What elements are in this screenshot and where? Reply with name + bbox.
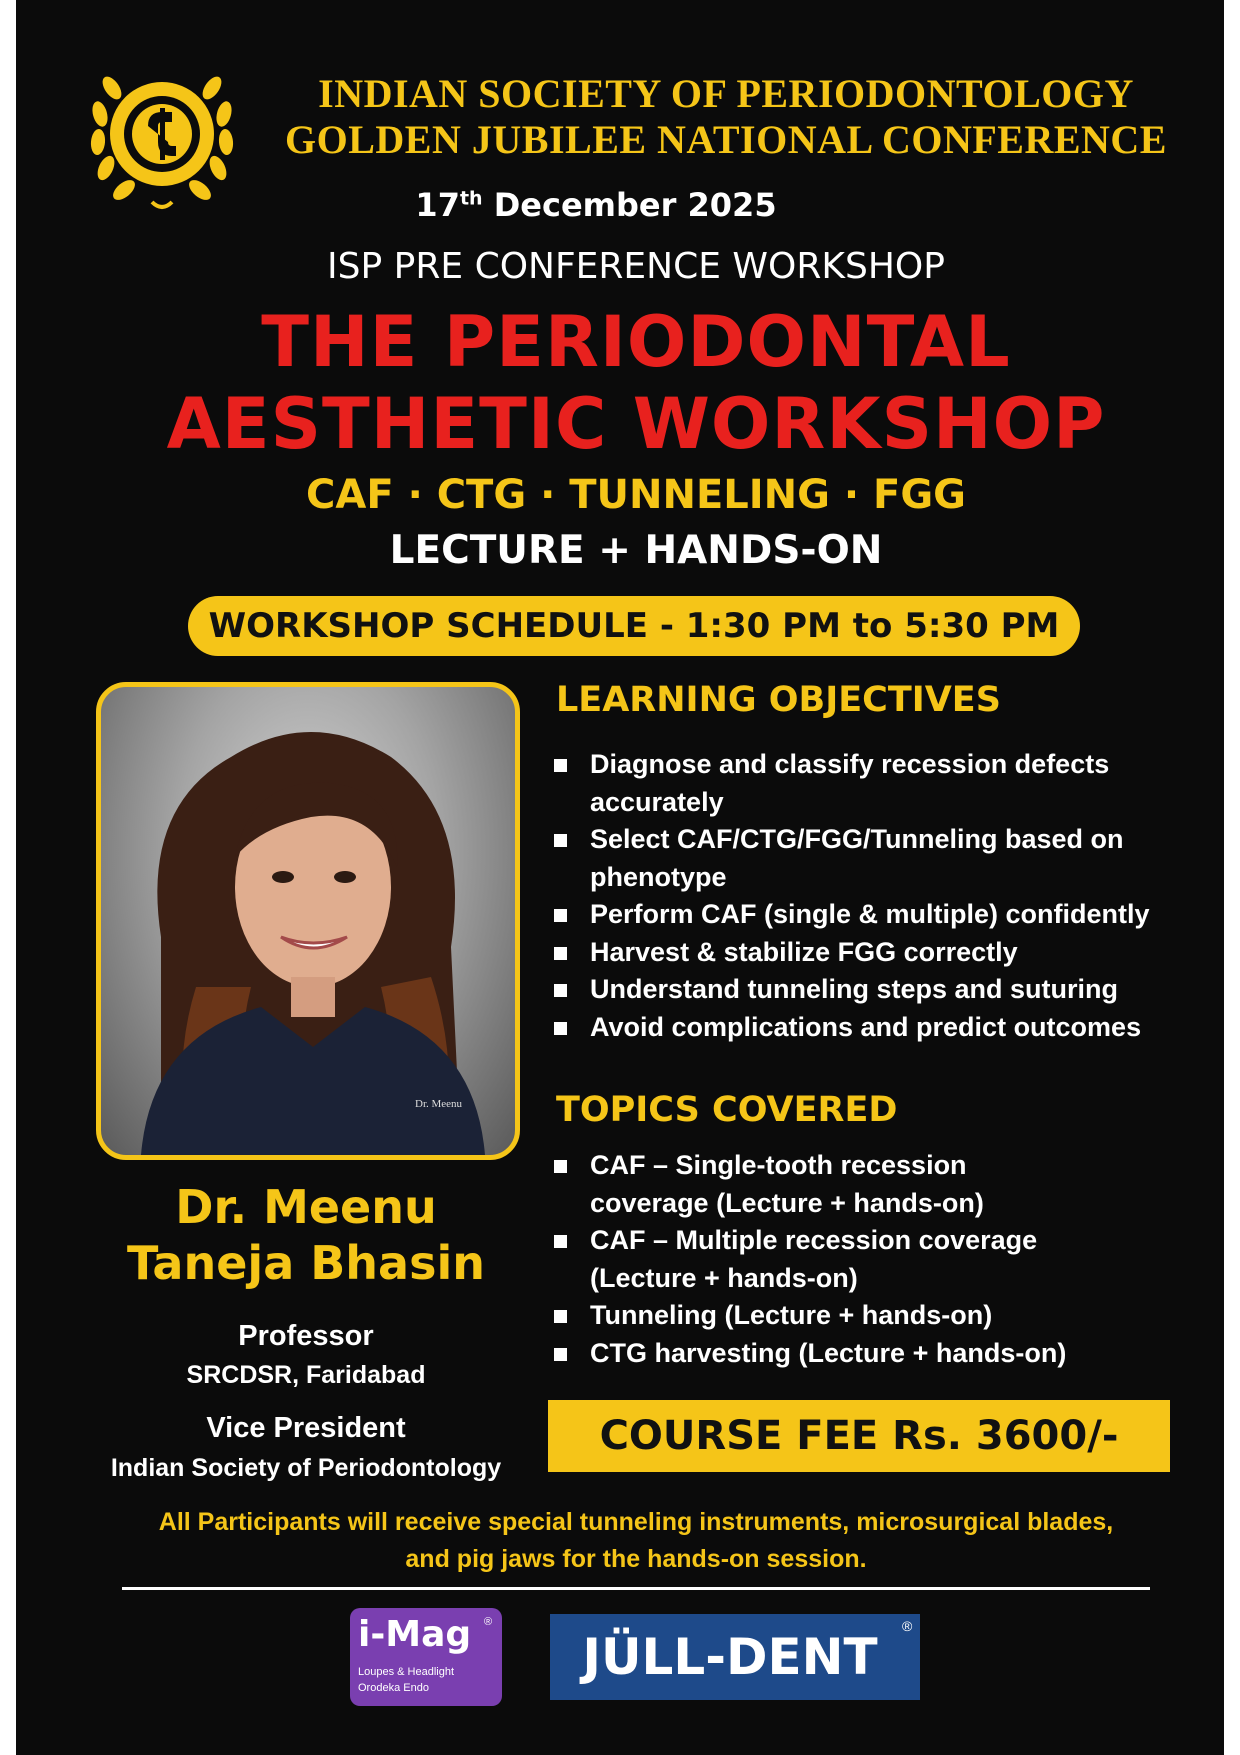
square-bullet-icon	[554, 984, 567, 997]
topics-list	[552, 1147, 1092, 1372]
objectives-list	[552, 746, 1192, 1046]
square-bullet-icon	[554, 1235, 567, 1248]
imag-logo-sub2: Orodeka Endo	[358, 1682, 429, 1694]
list-item: Understand tunneling steps and suturing	[552, 971, 1192, 1009]
participants-note-line2: and pig jaws for the hands-on session.	[405, 1545, 867, 1573]
topics-heading: TOPICS COVERED	[556, 1090, 898, 1130]
list-item: Select CAF/CTG/FGG/Tunneling based on phenotype	[552, 821, 1192, 896]
speaker-role2-org: Indian Society of Periodontology	[110, 1454, 502, 1482]
jull-dent-logo-name: JÜLL-DENT	[582, 1628, 878, 1686]
isp-seal-icon	[82, 48, 242, 216]
list-item: CAF – Multiple recession coverage (Lecture + hands-on)	[552, 1222, 1092, 1297]
square-bullet-icon	[554, 1310, 567, 1323]
list-item: Diagnose and classify recession defects accurately	[552, 746, 1192, 821]
org-name: INDIAN SOCIETY OF PERIODONTOLOGY	[318, 71, 1134, 116]
registered-mark-icon: ®	[902, 1618, 913, 1634]
square-bullet-icon	[554, 1022, 567, 1035]
speaker-role1: Professor	[238, 1320, 374, 1352]
date-suffix: th	[459, 187, 483, 210]
workshop-title-line2: AESTHETIC WORKSHOP	[166, 383, 1106, 465]
list-item: CTG harvesting (Lecture + hands-on)	[552, 1335, 1092, 1373]
course-fee-banner: COURSE FEE Rs. 3600/-	[548, 1400, 1170, 1472]
poster	[16, 0, 1224, 1755]
scrub-name-badge: Dr. Meenu	[415, 1098, 463, 1110]
pre-title: ISP PRE CONFERENCE WORKSHOP	[327, 246, 945, 287]
speaker-photo	[96, 682, 520, 1160]
divider	[122, 1587, 1150, 1590]
square-bullet-icon	[554, 1348, 567, 1361]
speaker-name-first: Dr. Meenu	[175, 1180, 437, 1234]
imag-logo-name: i-Mag	[358, 1614, 472, 1655]
participants-note-line1: All Participants will receive special tunneling instruments, microsurgical blades,	[158, 1508, 1114, 1536]
conference-name: GOLDEN JUBILEE NATIONAL CONFERENCE	[285, 117, 1167, 162]
list-item: Perform CAF (single & multiple) confidently	[552, 896, 1192, 934]
format-label: LECTURE + HANDS-ON	[389, 528, 883, 573]
square-bullet-icon	[554, 759, 567, 772]
imag-logo	[350, 1608, 502, 1706]
jull-dent-logo	[550, 1614, 920, 1700]
speaker-role1-org: SRCDSR, Faridabad	[186, 1361, 426, 1389]
square-bullet-icon	[554, 834, 567, 847]
schedule-banner: WORKSHOP SCHEDULE - 1:30 PM to 5:30 PM	[188, 596, 1080, 656]
workshop-title-line1: THE PERIODONTAL	[261, 301, 1011, 383]
date-rest: December 2025	[482, 186, 777, 224]
date-day: 17	[415, 186, 460, 224]
imag-logo-sub1: Loupes & Headlight	[358, 1666, 455, 1678]
speaker-name-last: Taneja Bhasin	[126, 1236, 485, 1290]
list-item: Avoid complications and predict outcomes	[552, 1009, 1192, 1047]
objectives-heading: LEARNING OBJECTIVES	[556, 680, 1001, 720]
square-bullet-icon	[554, 909, 567, 922]
speaker-role2: Vice President	[206, 1412, 406, 1444]
registered-mark-icon: ®	[484, 1616, 493, 1628]
list-item: Harvest & stabilize FGG correctly	[552, 934, 1192, 972]
list-item: Tunneling (Lecture + hands-on)	[552, 1297, 1092, 1335]
event-date	[236, 186, 956, 224]
square-bullet-icon	[554, 1160, 567, 1173]
list-item: CAF – Single-tooth recession coverage (Lecture + hands-on)	[552, 1147, 1092, 1222]
square-bullet-icon	[554, 947, 567, 960]
procedures-list: CAF · CTG · TUNNELING · FGG	[306, 472, 966, 518]
